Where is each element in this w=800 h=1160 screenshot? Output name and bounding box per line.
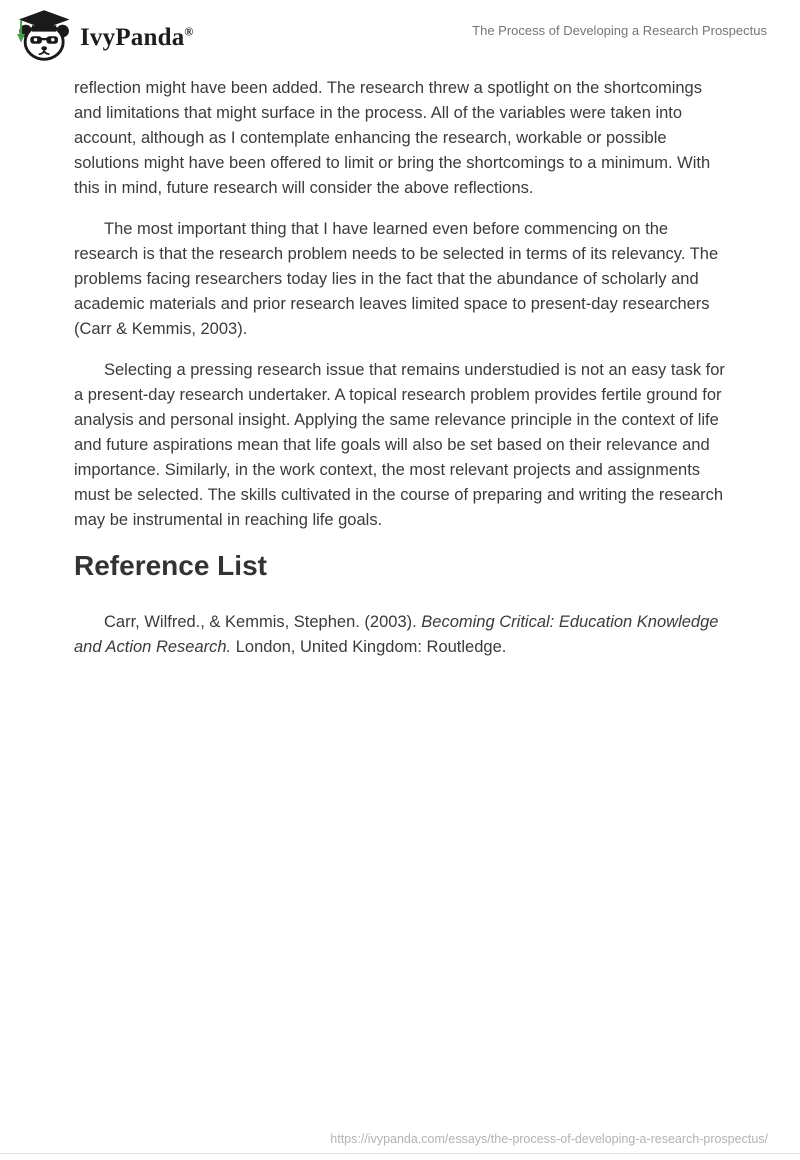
document-body: [0, 58, 800, 660]
document-title: The Process of Developing a Research Prospectus: [472, 23, 767, 38]
bottom-divider: [0, 1153, 800, 1154]
ivypanda-panda-logo-icon: [14, 8, 72, 61]
source-url-link[interactable]: https://ivypanda.com/essays/the-process-of-developing-a-research-prospectus/: [330, 1132, 768, 1146]
paragraph: The most important thing that I have learned even before commencing on the research is that the research problem needs to be selected in terms of its relevancy. The problems facing researchers today lies in the fact that the abundance of scholarly and academic materials and prior research leaves limited space to present-day researchers (Carr & Kemmis, 2003).: [74, 220, 719, 338]
reference-publisher: London, United Kingdom: Routledge.: [231, 638, 507, 656]
reference-list-heading: Reference List: [74, 550, 267, 581]
reference-title-italic: Becoming Critical: Education Knowledge and Action Research.: [74, 613, 719, 656]
registered-mark: ®: [184, 24, 194, 39]
ivypanda-brand-link[interactable]: [14, 8, 194, 61]
reference-entry: [74, 610, 726, 660]
page-header: [0, 0, 800, 58]
reference-authors: Carr, Wilfred., & Kemmis, Stephen. (2003).: [104, 613, 422, 631]
brand-name: IvyPanda®: [80, 24, 194, 51]
paragraph: reflection might have been added. The research threw a spotlight on the shortcomings and limitations that might surface in the process. All of the variables were taken into account, although as I contemplate enhancing the research, workable or possible solutions might have been offered to limit or bring the shortcomings to a minimum. With this in mind, future research will consider the above reflections.: [74, 79, 711, 197]
paragraph: Selecting a pressing research issue that remains understudied is not an easy task for a present-day research undertaker. A topical research problem provides fertile ground for analysis and personal insight. Applying the same relevance principle in the context of life and future aspirations mean that life goals will also be set based on their relevance and importance. Similarly, in the work context, the most relevant projects and assignments must be selected. The skills cultivated in the course of preparing and writing the research may be instrumental in reaching life goals.: [74, 361, 725, 529]
